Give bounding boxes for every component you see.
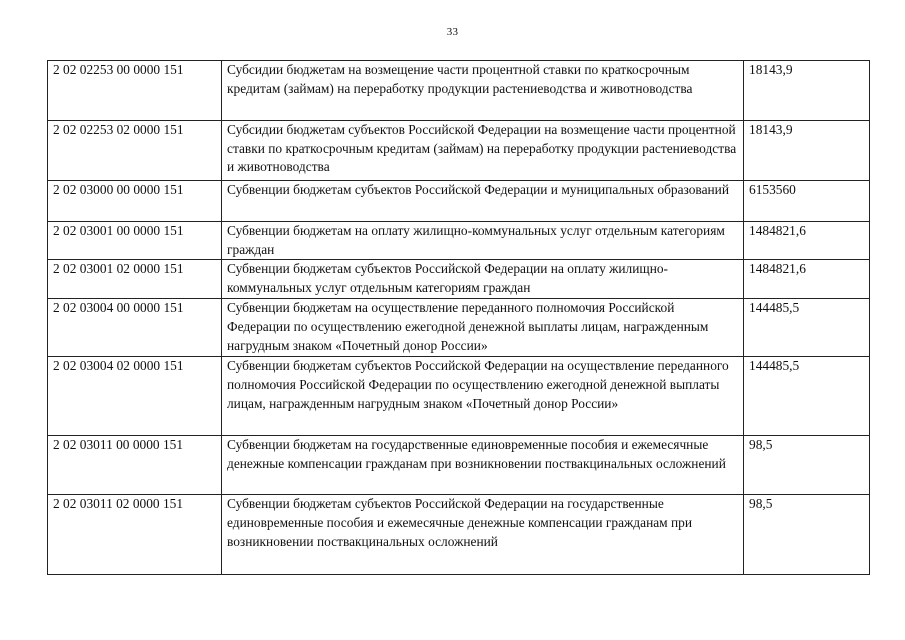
table-row xyxy=(48,222,870,260)
budget-code-cell: 2 02 02253 00 0000 151 xyxy=(48,61,222,121)
table-row xyxy=(48,181,870,222)
budget-code-cell: 2 02 03004 00 0000 151 xyxy=(48,299,222,357)
amount-cell: 98,5 xyxy=(744,436,870,495)
page-number: 33 xyxy=(446,26,459,38)
budget-code-cell: 2 02 03011 02 0000 151 xyxy=(48,495,222,575)
table-row xyxy=(48,299,870,357)
table-row xyxy=(48,260,870,299)
table-row xyxy=(48,61,870,121)
description-cell: Субвенции бюджетам на государственные единовременные пособия и ежемесячные денежные компенсации гражданам при возникновении поствакцинальных осложнений xyxy=(222,436,744,495)
description-cell: Субсидии бюджетам на возмещение части процентной ставки по краткосрочным кредитам (займам) на переработку продукции растениеводства и животноводства xyxy=(222,61,744,121)
amount-cell: 98,5 xyxy=(744,495,870,575)
table-row xyxy=(48,357,870,436)
description-cell: Субвенции бюджетам на осуществление переданного полномочия Российской Федерации по осуществлению ежегодной денежной выплаты лицам, награжденным нагрудным знаком «Почетный донор России» xyxy=(222,299,744,357)
description-cell: Субвенции бюджетам субъектов Российской Федерации и муниципальных образований xyxy=(222,181,744,222)
table-row xyxy=(48,436,870,495)
amount-cell: 6153560 xyxy=(744,181,870,222)
amount-cell: 144485,5 xyxy=(744,357,870,436)
table-row xyxy=(48,495,870,575)
amount-cell: 1484821,6 xyxy=(744,260,870,299)
amount-cell: 1484821,6 xyxy=(744,222,870,260)
budget-code-cell: 2 02 03004 02 0000 151 xyxy=(48,357,222,436)
description-cell: Субсидии бюджетам субъектов Российской Федерации на возмещение части процентной ставки по краткосрочным кредитам (займам) на переработку продукции растениеводства и животноводства xyxy=(222,121,744,181)
description-cell: Субвенции бюджетам субъектов Российской Федерации на осуществление переданного полномочия Российской Федерации по осуществлению ежегодной денежной выплаты лицам, награжденным нагрудным знаком «Почетный донор России» xyxy=(222,357,744,436)
amount-cell: 18143,9 xyxy=(744,121,870,181)
budget-code-cell: 2 02 02253 02 0000 151 xyxy=(48,121,222,181)
budget-code-cell: 2 02 03001 02 0000 151 xyxy=(48,260,222,299)
table-row xyxy=(48,121,870,181)
description-cell: Субвенции бюджетам субъектов Российской Федерации на оплату жилищно-коммунальных услуг отдельным категориям граждан xyxy=(222,260,744,299)
budget-code-cell: 2 02 03000 00 0000 151 xyxy=(48,181,222,222)
amount-cell: 144485,5 xyxy=(744,299,870,357)
budget-code-cell: 2 02 03011 00 0000 151 xyxy=(48,436,222,495)
amount-cell: 18143,9 xyxy=(744,61,870,121)
budget-code-cell: 2 02 03001 00 0000 151 xyxy=(48,222,222,260)
description-cell: Субвенции бюджетам на оплату жилищно-коммунальных услуг отдельным категориям граждан xyxy=(222,222,744,260)
budget-revenue-table xyxy=(47,60,870,575)
description-cell: Субвенции бюджетам субъектов Российской Федерации на государственные единовременные пособия и ежемесячные денежные компенсации гражданам при возникновении поствакцинальных осложнений xyxy=(222,495,744,575)
